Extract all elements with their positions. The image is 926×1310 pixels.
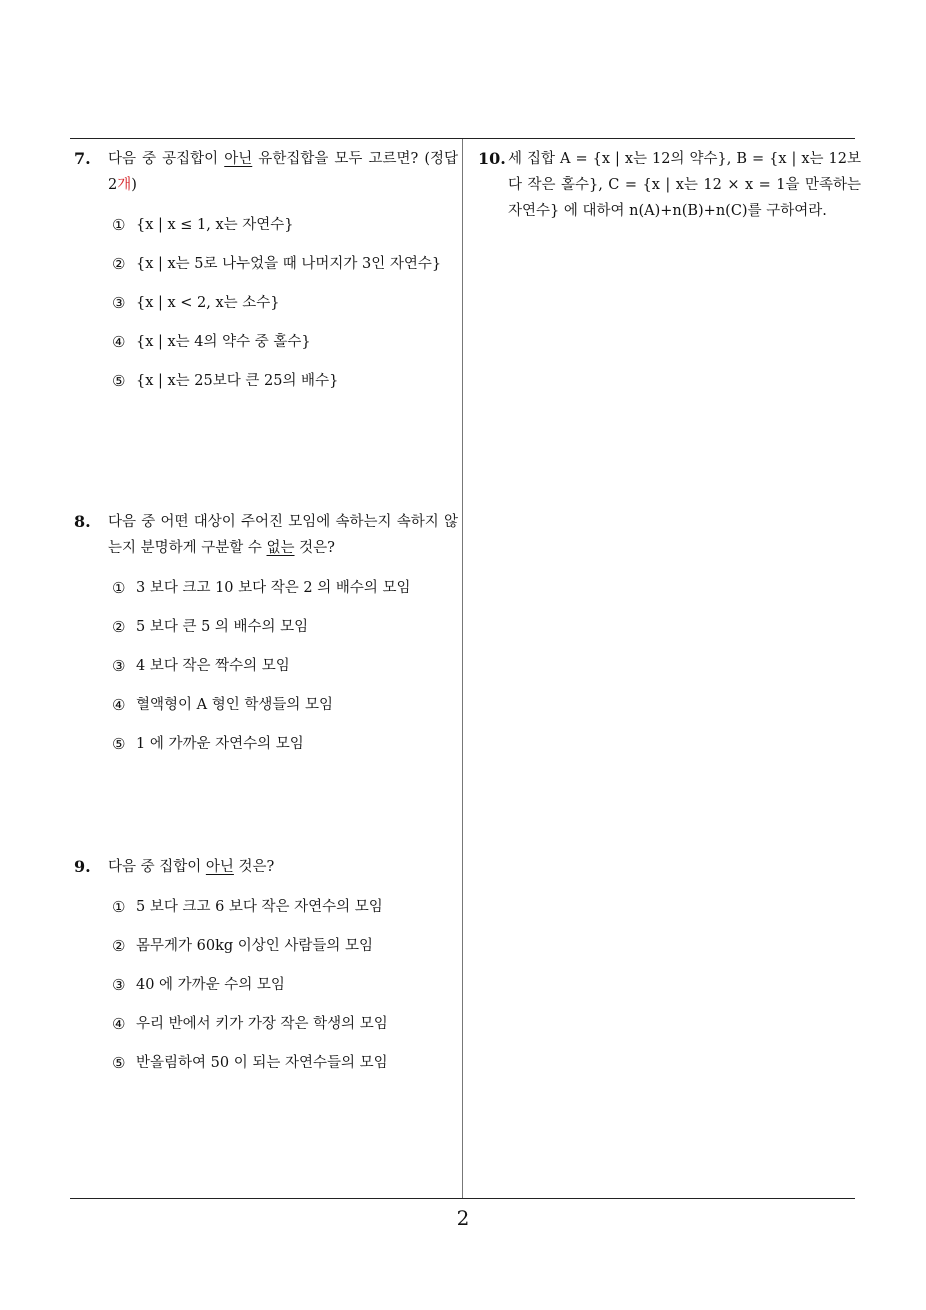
choice-item[interactable] <box>112 692 458 718</box>
choice-item[interactable] <box>112 1011 458 1037</box>
choice-text: {x | x는 25보다 큰 25의 배수} <box>136 373 339 389</box>
choice-item[interactable] <box>112 614 458 640</box>
question-number: 9. <box>74 857 91 876</box>
choice-list <box>112 894 458 1076</box>
choice-item[interactable] <box>112 1050 458 1076</box>
underlined-emphasis: 아닌 <box>224 151 253 167</box>
question-7 <box>74 146 458 407</box>
question-8 <box>74 509 458 770</box>
question-stem: 다음 중 집합이 아닌 것은? <box>108 859 275 875</box>
question-number: 7. <box>74 149 91 168</box>
choice-number-5-icon: ⑤ <box>112 735 126 753</box>
choice-text: 1 에 가까운 자연수의 모임 <box>136 736 304 752</box>
choice-text: {x | x는 4의 약수 중 홀수} <box>136 334 311 350</box>
question-10 <box>478 146 861 224</box>
choice-text: 4 보다 작은 짝수의 모임 <box>136 658 290 674</box>
choice-number-4-icon: ④ <box>112 696 126 714</box>
question-9 <box>74 854 458 1089</box>
red-emphasis: 개 <box>117 177 132 193</box>
choice-item[interactable] <box>112 212 458 238</box>
choice-list <box>112 575 458 757</box>
choice-number-3-icon: ③ <box>112 976 126 994</box>
choice-number-2-icon: ② <box>112 618 126 636</box>
question-number: 10. <box>478 149 506 168</box>
choice-text: 반올림하여 50 이 되는 자연수들의 모임 <box>136 1055 388 1071</box>
choice-item[interactable] <box>112 290 458 316</box>
underlined-emphasis: 없는 <box>266 540 295 556</box>
question-stem: 다음 중 어떤 대상이 주어진 모임에 속하는지 속하지 않는지 분명하게 구분할 수 없는 것은? <box>108 514 458 556</box>
choice-item[interactable] <box>112 329 458 355</box>
footer-rule <box>70 1198 855 1199</box>
choice-item[interactable] <box>112 653 458 679</box>
choice-item[interactable] <box>112 251 458 277</box>
choice-number-2-icon: ② <box>112 937 126 955</box>
choice-text: {x | x ≤ 1, x는 자연수} <box>136 217 294 233</box>
question-stem: 세 집합 A = {x | x는 12의 약수}, B = {x | x는 12보다 작은 홀수}, C = {x | x는 12 × x = 1을 만족하는 자연수} 에 대하여 n(A)+n(B)+n(C)를 구하여라. <box>508 151 861 219</box>
choice-number-5-icon: ⑤ <box>112 372 126 390</box>
choice-number-2-icon: ② <box>112 255 126 273</box>
choice-number-4-icon: ④ <box>112 333 126 351</box>
choice-text: {x | x는 5로 나누었을 때 나머지가 3인 자연수} <box>136 256 442 272</box>
choice-number-1-icon: ① <box>112 216 126 234</box>
choice-number-1-icon: ① <box>112 898 126 916</box>
column-divider <box>462 139 463 1198</box>
choice-item[interactable] <box>112 933 458 959</box>
choice-text: 5 보다 크고 6 보다 작은 자연수의 모임 <box>136 899 383 915</box>
choice-text: 5 보다 큰 5 의 배수의 모임 <box>136 619 309 635</box>
choice-number-3-icon: ③ <box>112 657 126 675</box>
choice-list <box>112 212 458 394</box>
question-number: 8. <box>74 512 91 531</box>
choice-text: 혈액형이 A 형인 학생들의 모임 <box>136 697 333 713</box>
choice-text: 3 보다 크고 10 보다 작은 2 의 배수의 모임 <box>136 580 411 596</box>
choice-text: {x | x < 2, x는 소수} <box>136 295 280 311</box>
page-number: 2 <box>456 1206 470 1230</box>
choice-number-3-icon: ③ <box>112 294 126 312</box>
choice-item[interactable] <box>112 575 458 601</box>
choice-number-4-icon: ④ <box>112 1015 126 1033</box>
choice-number-1-icon: ① <box>112 579 126 597</box>
underlined-emphasis: 아닌 <box>205 859 234 875</box>
question-stem: 다음 중 공집합이 아닌 유한집합을 모두 고르면? (정답 2개) <box>108 151 458 193</box>
choice-item[interactable] <box>112 894 458 920</box>
choice-text: 우리 반에서 키가 가장 작은 학생의 모임 <box>136 1016 388 1032</box>
choice-item[interactable] <box>112 368 458 394</box>
choice-item[interactable] <box>112 731 458 757</box>
choice-item[interactable] <box>112 972 458 998</box>
choice-text: 40 에 가까운 수의 모임 <box>136 977 285 993</box>
choice-text: 몸무게가 60kg 이상인 사람들의 모임 <box>136 938 374 954</box>
choice-number-5-icon: ⑤ <box>112 1054 126 1072</box>
